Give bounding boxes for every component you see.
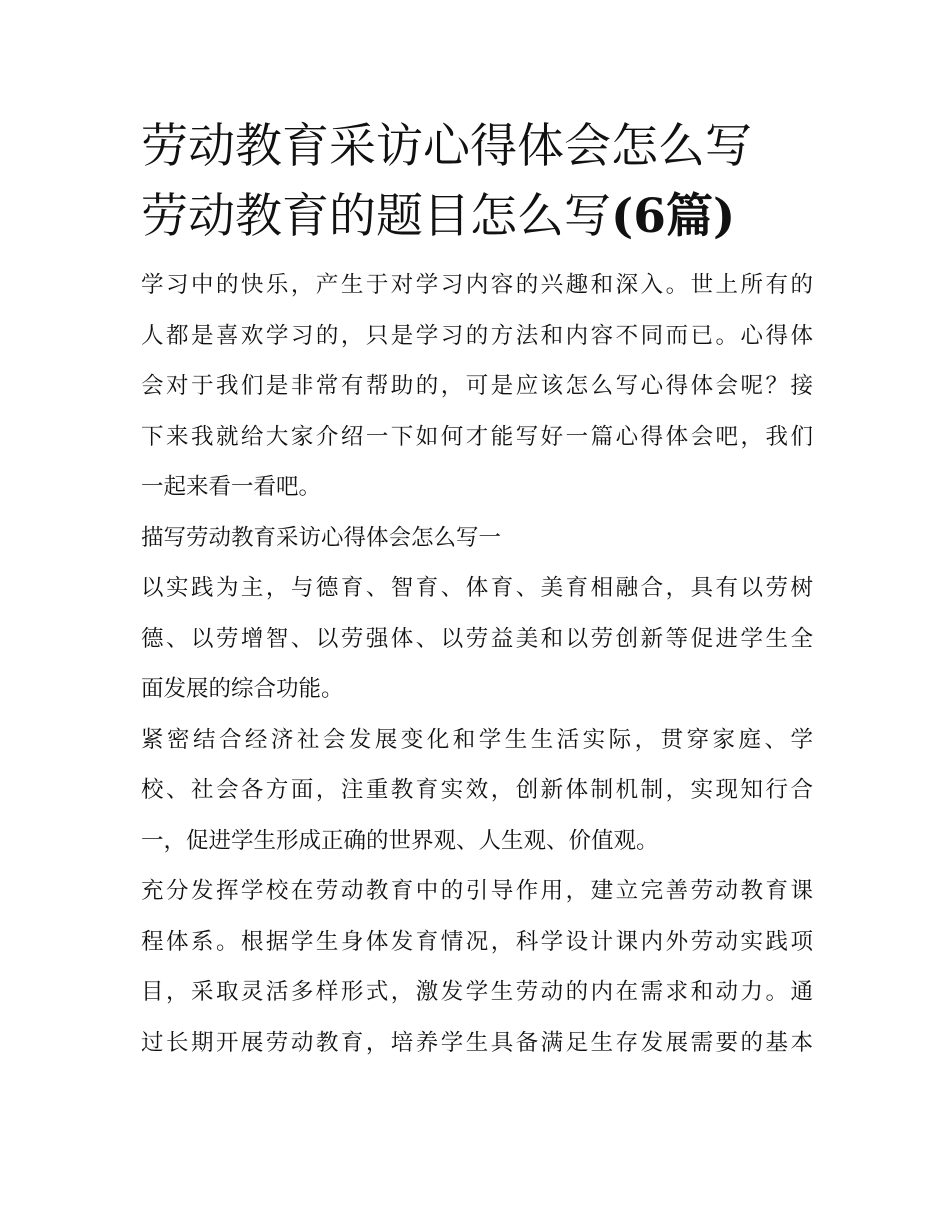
paragraph-line: 充分发挥学校在劳动教育中的引导作用，建立完善劳动教育课 [141,878,813,904]
section-paragraph-1 [141,563,813,715]
section-paragraph-2 [141,715,813,867]
section-paragraph-3 [141,866,813,1068]
paragraph-line: 以实践为主，与德育、智育、体育、美育相融合，具有以劳树 [141,575,813,601]
paragraph-line: 一，促进学生形成正确的世界观、人生观、价值观。 [141,827,659,854]
document-title-line-2-text: 劳动教育的题目怎么写 [141,189,611,244]
intro-paragraph [141,260,813,513]
paragraph-line: 人都是喜欢学习的，只是学习的方法和内容不同而已。心得体 [141,322,813,349]
paragraph-line: 程体系。根据学生身体发育情况，科学设计课内外劳动实践项 [141,928,813,955]
paragraph-line: 学习中的快乐，产生于对学习内容的兴趣和深入。世上所有的 [141,272,813,298]
document-title-count: (6篇) [611,189,736,244]
document-title-line-2 [141,182,813,252]
paragraph-line: 面发展的综合功能。 [141,676,344,702]
document-content [141,112,813,1068]
paragraph-line: 目，采取灵活多样形式，激发学生劳动的内在需求和动力。通 [141,979,813,1005]
paragraph-line: 下来我就给大家介绍一下如何才能写好一篇心得体会吧，我们 [141,423,813,450]
document-title-line-1: 劳动教育采访心得体会怎么写 [141,119,752,174]
paragraph-line: 校、社会各方面，注重教育实效，创新体制机制，实现知行合 [141,777,813,803]
paragraph-line: 德、以劳增智、以劳强体、以劳益美和以劳创新等促进学生全 [141,625,813,652]
section-subheading: 描写劳动教育采访心得体会怎么写一 [141,524,502,551]
paragraph-line: 一起来看一看吧。 [141,474,322,500]
paragraph-line: 紧密结合经济社会发展变化和学生生活实际，贯穿家庭、学 [141,726,813,753]
paragraph-line: 过长期开展劳动教育，培养学生具备满足生存发展需要的基本 [141,1029,813,1056]
paragraph-line: 会对于我们是非常有帮助的，可是应该怎么写心得体会呢？接 [141,373,813,399]
